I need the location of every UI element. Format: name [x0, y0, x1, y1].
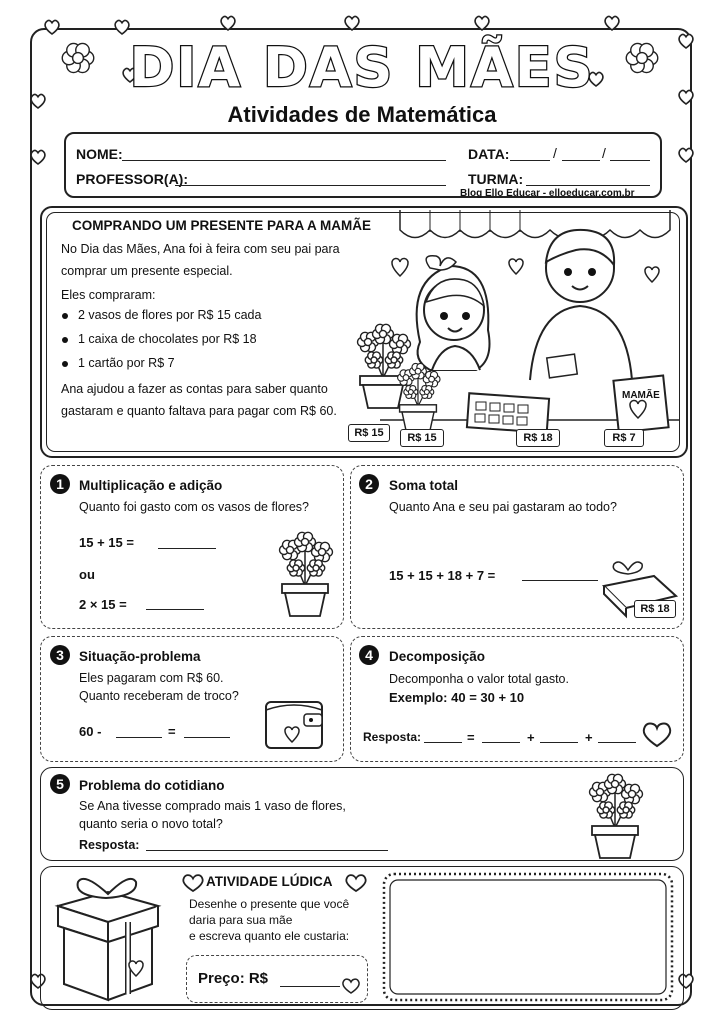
name-field[interactable]	[122, 160, 446, 161]
potted-flowers	[280, 532, 333, 616]
question-4-blank-2[interactable]	[540, 742, 578, 743]
question-5-answer[interactable]	[146, 850, 388, 851]
bullet-icon	[62, 337, 68, 343]
story-intro-2: comprar um presente especial.	[61, 264, 233, 278]
question-4-blank-1[interactable]	[482, 742, 520, 743]
question-4-example: Exemplo: 40 = 30 + 10	[389, 690, 525, 705]
flower-icon	[423, 371, 440, 387]
question-2-answer[interactable]	[522, 580, 598, 581]
flower-pot-icon	[270, 528, 340, 618]
question-4-title: Decomposição	[389, 649, 486, 664]
heart-icon	[475, 16, 489, 30]
story-intro-1: No Dia das Mães, Ana foi à feira com seu pai para	[61, 242, 340, 256]
flower-icon	[385, 352, 403, 368]
blog-credit: Blog Ello Educar - elloeducar.com.br	[460, 188, 635, 199]
heart-icon	[45, 20, 59, 34]
ludica-text-3: e escreva quanto ele custaria:	[189, 929, 350, 943]
flower-icon	[420, 386, 434, 399]
question-3-expression: 60 -	[79, 724, 102, 739]
name-label: NOME:	[76, 146, 123, 162]
flower-icon	[365, 352, 383, 368]
question-3-prompt-2: Quanto receberam de troco?	[79, 689, 239, 703]
gift-box-icon	[48, 872, 168, 1002]
price-tag: R$ 18	[516, 429, 560, 447]
question-4-op: +	[527, 730, 535, 745]
heart-icon	[642, 722, 672, 748]
flower-icon	[312, 542, 333, 561]
flower-icon	[390, 334, 411, 353]
page-subtitle: Atividades de Matemática	[227, 102, 497, 127]
heart-icon	[342, 978, 360, 994]
question-5-answer-label: Resposta:	[79, 838, 140, 852]
question-3-blank-1[interactable]	[116, 737, 162, 738]
class-field[interactable]	[526, 185, 650, 186]
teacher-label: PROFESSOR(A):	[76, 171, 188, 187]
heart-icon	[31, 150, 45, 164]
date-day-field[interactable]	[510, 160, 550, 161]
teacher-field[interactable]	[175, 185, 446, 186]
question-2-number: 2	[359, 474, 379, 494]
question-4-answer-label: Resposta:	[363, 730, 422, 744]
question-4-prompt: Decomponha o valor total gasto.	[389, 672, 569, 686]
potted-flowers	[590, 774, 643, 858]
question-3-title: Situação-problema	[79, 649, 201, 664]
question-5-title: Problema do cotidiano	[79, 778, 225, 793]
question-1-answer-1[interactable]	[158, 548, 216, 549]
heart-icon	[182, 874, 204, 892]
flower-icon	[307, 560, 325, 576]
flower-icon	[622, 784, 643, 803]
bullet-icon	[62, 313, 68, 319]
flower-icon	[404, 386, 418, 399]
question-4-number: 4	[359, 645, 379, 665]
question-1-answer-2[interactable]	[146, 609, 204, 610]
ludica-text-1: Desenhe o presente que você	[189, 897, 350, 911]
question-1-or: ou	[79, 567, 95, 582]
heart-icon	[221, 16, 235, 30]
date-label: DATA:	[468, 146, 510, 162]
bullet-icon	[62, 361, 68, 367]
question-2-title: Soma total	[389, 478, 459, 493]
question-4-blank-total[interactable]	[424, 742, 462, 743]
story-item-2: 1 caixa de chocolates por R$ 18	[78, 332, 257, 346]
question-1-line2: 2 × 15 =	[79, 597, 127, 612]
ludica-text-2: daria para sua mãe	[189, 913, 293, 927]
story-title: COMPRANDO UM PRESENTE PARA A MAMÃE	[72, 218, 372, 233]
heart-icon	[345, 16, 359, 30]
question-3-answer[interactable]	[184, 737, 230, 738]
story-closing-2: gastaram e quanto faltava para pagar com R$ 60.	[61, 404, 337, 418]
card-label: MAMÃE	[622, 390, 660, 401]
date-month-field[interactable]	[562, 160, 600, 161]
question-1-prompt: Quanto foi gasto com os vasos de flores?	[79, 500, 309, 514]
story-item-3: 1 cartão por R$ 7	[78, 356, 175, 370]
question-1-number: 1	[50, 474, 70, 494]
question-2-prompt: Quanto Ana e seu pai gastaram ao todo?	[389, 500, 617, 514]
ludica-title: ATIVIDADE LÚDICA	[206, 874, 333, 889]
date-year-field[interactable]	[610, 160, 650, 161]
question-4-op: =	[467, 730, 475, 745]
question-3-equals: =	[168, 724, 176, 739]
price-tag: R$ 15	[348, 424, 390, 442]
wallet-icon	[264, 696, 324, 752]
page-title: DIA DAS MÃES	[129, 36, 595, 99]
price-tag: R$ 15	[400, 429, 444, 447]
question-5-prompt-1: Se Ana tivesse comprado mais 1 vaso de flores,	[79, 799, 346, 813]
price-tag: R$ 7	[604, 429, 644, 447]
flower-pot-icon	[580, 770, 650, 860]
heart-icon	[345, 874, 367, 892]
flower-icon	[597, 802, 615, 818]
question-2-price-tag: R$ 18	[634, 600, 676, 618]
market-scene-illustration	[380, 210, 680, 446]
question-4-op: +	[585, 730, 593, 745]
flower-icon	[617, 802, 635, 818]
flower-icon	[287, 560, 305, 576]
question-3-number: 3	[50, 645, 70, 665]
story-bought-label: Eles compraram:	[61, 288, 156, 302]
question-1-line1: 15 + 15 =	[79, 535, 134, 550]
question-4-blank-3[interactable]	[598, 742, 636, 743]
price-label: Preço: R$	[198, 970, 269, 987]
class-label: TURMA:	[468, 171, 524, 187]
question-1-title: Multiplicação e adição	[79, 478, 223, 493]
heart-icon	[679, 148, 693, 162]
question-3-prompt-1: Eles pagaram com R$ 60.	[79, 671, 224, 685]
heart-icon	[605, 16, 619, 30]
drawing-area[interactable]	[380, 870, 676, 1004]
story-item-1: 2 vasos de flores por R$ 15 cada	[78, 308, 262, 322]
question-5-number: 5	[50, 774, 70, 794]
question-5-prompt-2: quanto seria o novo total?	[79, 817, 223, 831]
heart-icon	[115, 20, 129, 34]
price-field[interactable]	[280, 986, 340, 987]
story-closing-1: Ana ajudou a fazer as contas para saber quanto	[61, 382, 328, 396]
question-2-expression: 15 + 15 + 18 + 7 =	[389, 568, 496, 583]
